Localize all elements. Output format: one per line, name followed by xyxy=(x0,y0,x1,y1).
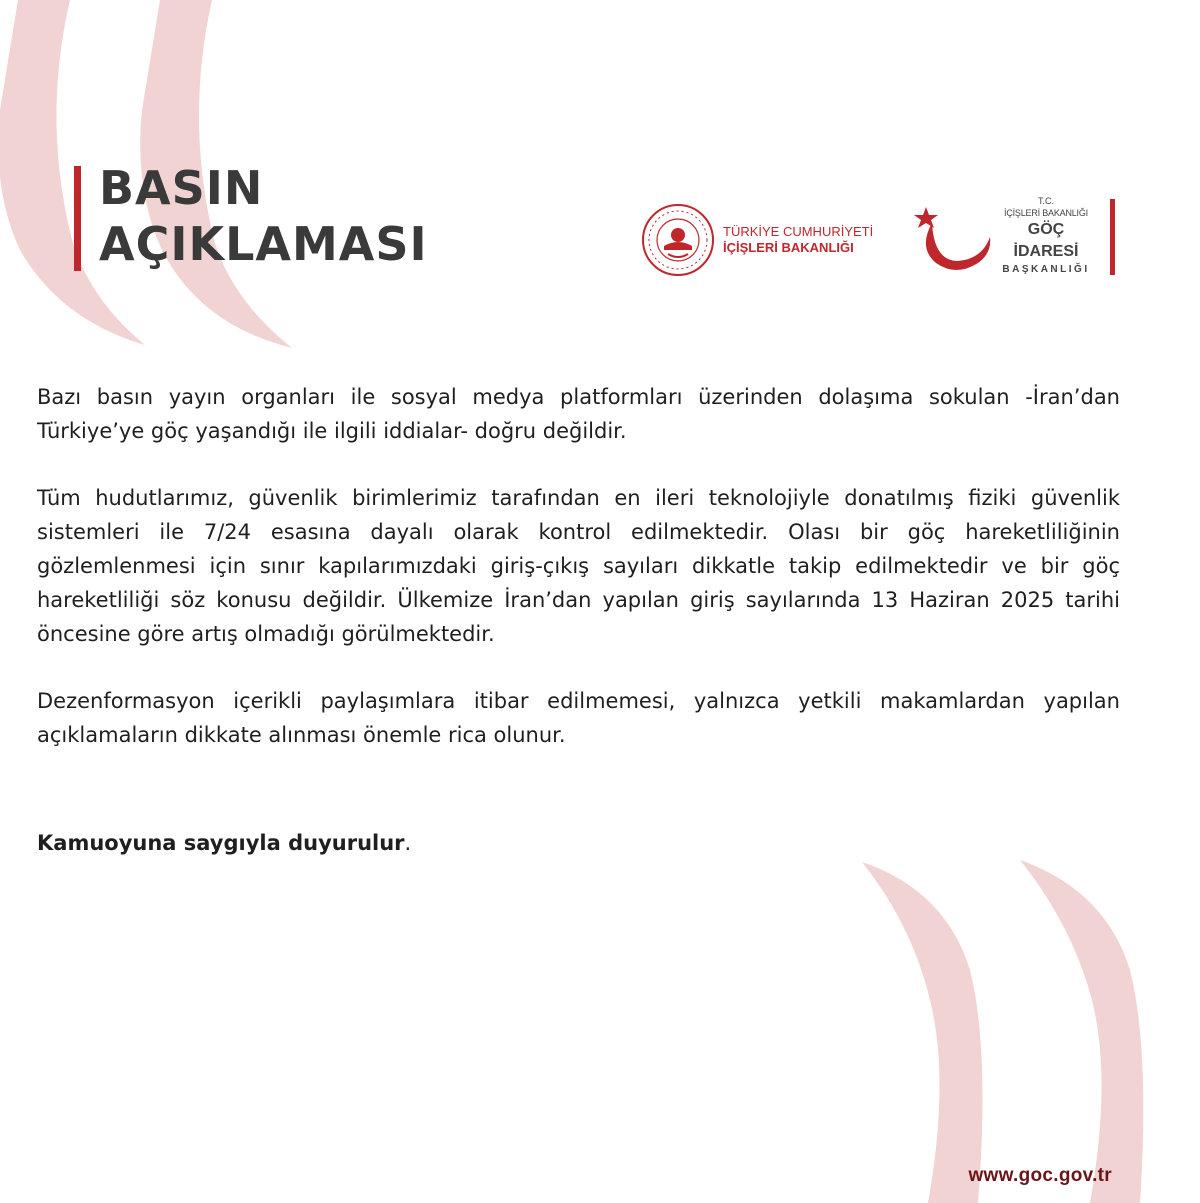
goc-accent-bar xyxy=(1110,199,1115,275)
ministry-seal-icon xyxy=(640,202,716,278)
closing-line xyxy=(37,826,411,860)
ministry-name xyxy=(723,224,873,256)
ministry-line-1: TÜRKİYE CUMHURİYETİ xyxy=(723,224,874,239)
closing-period: . xyxy=(404,831,412,855)
paragraph-1: Bazı basın yayın organları ile sosyal medya platformları üzerinden dolaşıma sokulan -İran’dan Türkiye’ye göç yaşandığı ile ilgili iddialar- doğru değildir. xyxy=(37,385,1120,443)
goc-idaresi-name xyxy=(996,195,1096,277)
goc-tc: T.C. xyxy=(1037,196,1054,206)
paragraph-3: Dezenformasyon içerikli paylaşımlara itibar edilmemesi, yalnızca yetkili makamlardan yapılan açıklamaların dikkate alınması önemle rica olunur. xyxy=(37,689,1120,747)
title-accent-bar xyxy=(74,166,81,271)
paragraph-2: Tüm hudutlarımız, güvenlik birimlerimiz tarafından en ileri teknolojiyle donatılmış fiziki güvenlik sistemleri ile 7/24 esasına dayalı olarak kontrol edilmektedir. Olası bir göç hareketliliğinin gözlemlenmesi için sınır kapılarımızdaki giriş-çıkış sayıları dikkatle takip edilmektedir ve bir göç hareketliliği söz konusu değildir. Ülkemize İran’dan yapılan giriş sayılarında 13 Haziran 2025 tarihi öncesine göre artış olmadığı görülmektedir. xyxy=(37,486,1120,646)
goc-idaresi-logo xyxy=(912,195,1127,277)
title-text xyxy=(99,160,428,272)
title-line-1: BASIN xyxy=(99,161,264,215)
ministry-logo xyxy=(640,202,890,280)
website-url: www.goc.gov.tr xyxy=(968,1165,1112,1186)
closing-bold: Kamuoyuna saygıyla duyurulur xyxy=(37,831,405,855)
crescent-star-icon xyxy=(912,203,992,273)
goc-baskanlik: BAŞKANLIĞI xyxy=(1002,264,1090,275)
goc-bakanlik: İÇİŞLERİ BAKANLIĞI xyxy=(1004,208,1088,218)
closing-quote-decoration xyxy=(850,850,1200,1203)
goc-idare: GÖÇ İDARESİ xyxy=(1013,221,1079,260)
statement-body xyxy=(37,380,1120,785)
title-line-2: AÇIKLAMASI xyxy=(99,217,428,271)
ministry-line-2: İÇİŞLERİ BAKANLIĞI xyxy=(723,240,854,255)
